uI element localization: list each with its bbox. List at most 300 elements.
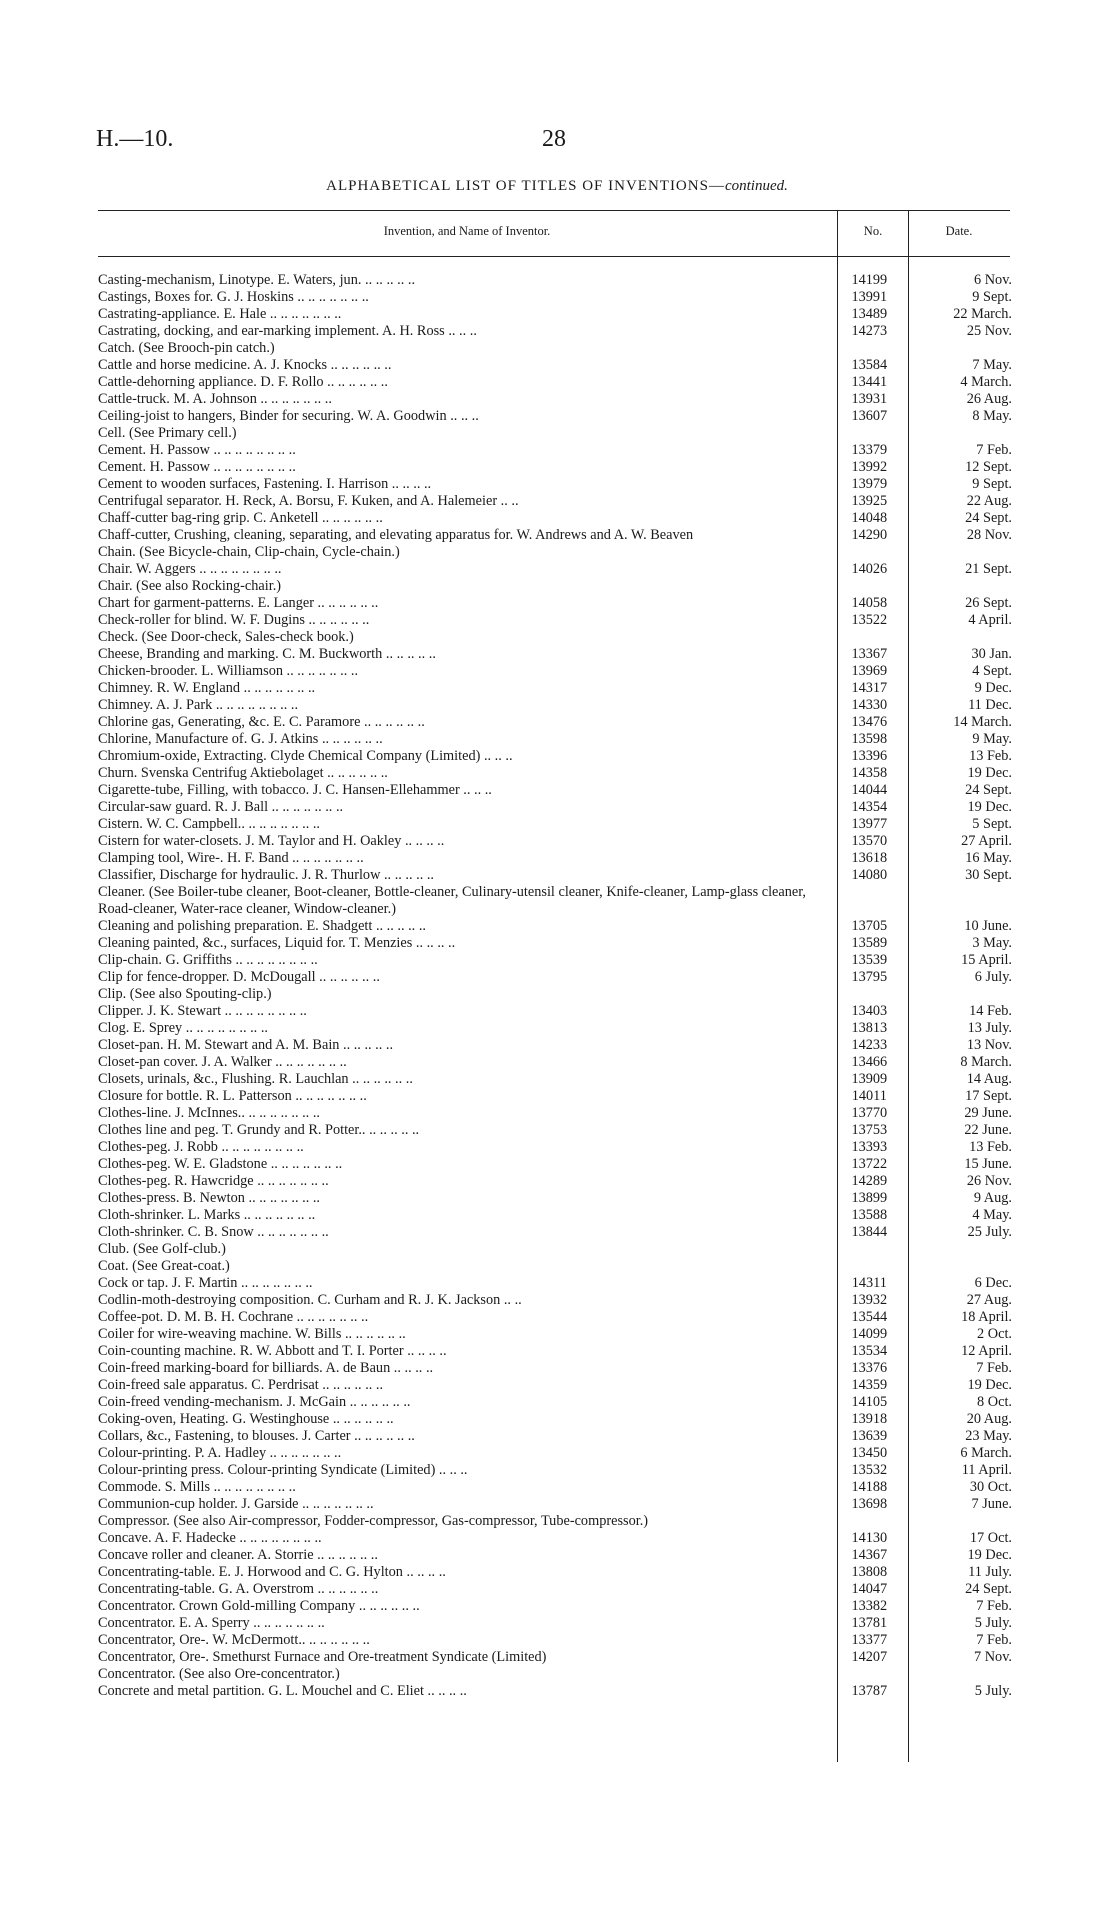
invention-number: 13588	[851, 1207, 888, 1223]
list-item	[98, 1037, 1018, 1054]
invention-entry-text: Castings, Boxes for. G. J. Hoskins .. .. .. .. .. .. ..	[98, 289, 369, 305]
page-title-main: ALPHABETICAL LIST OF TITLES OF INVENTIONS—	[326, 178, 725, 194]
invention-number: 14359	[851, 1377, 888, 1393]
invention-entry-text: Casting-mechanism, Linotype. E. Waters, jun. .. .. .. .. ..	[98, 272, 416, 288]
invention-entry-text: Catch. (See Brooch-pin catch.)	[98, 340, 275, 356]
header-rule-bottom	[98, 256, 1010, 257]
invention-entry-text: Concentrating-table. G. A. Overstrom .. .. .. .. .. ..	[98, 1581, 379, 1597]
invention-number: 13969	[851, 663, 888, 679]
invention-entry-text: Cell. (See Primary cell.)	[98, 425, 237, 441]
invention-number: 13991	[851, 289, 888, 305]
list-item	[98, 1122, 1018, 1139]
invention-date: 24 Sept.	[965, 510, 1012, 526]
invention-entry-text: Cement. H. Passow .. .. .. .. .. .. .. ..	[98, 442, 296, 458]
invention-entry-text: Cleaning painted, &c., surfaces, Liquid for. T. Menzies .. .. .. ..	[98, 935, 456, 951]
invention-number: 14199	[851, 272, 888, 288]
invention-date: 9 Aug.	[973, 1190, 1012, 1206]
list-item	[98, 1666, 1018, 1683]
list-item	[98, 850, 1018, 867]
list-item	[98, 1547, 1018, 1564]
invention-date: 4 May.	[972, 1207, 1012, 1223]
list-item	[98, 952, 1018, 969]
invention-number: 13770	[851, 1105, 888, 1121]
list-item	[98, 1343, 1018, 1360]
invention-number: 14130	[851, 1530, 888, 1546]
invention-date: 8 March.	[960, 1054, 1012, 1070]
invention-number: 13396	[851, 748, 888, 764]
invention-entry-text: Chain. (See Bicycle-chain, Clip-chain, Cycle-chain.)	[98, 544, 400, 560]
invention-entry-text: Concentrating-table. E. J. Horwood and C. G. Hylton .. .. .. ..	[98, 1564, 446, 1580]
invention-date: 22 June.	[964, 1122, 1012, 1138]
list-item	[98, 595, 1018, 612]
invention-number: 14058	[851, 595, 888, 611]
invention-entry-text: Castrating, docking, and ear-marking implement. A. H. Ross .. .. ..	[98, 323, 477, 339]
invention-entry-text: Coin-freed vending-mechanism. J. McGain .. .. .. .. .. ..	[98, 1394, 411, 1410]
list-item	[98, 765, 1018, 782]
list-item	[98, 527, 1018, 544]
invention-date: 19 Dec.	[967, 1377, 1012, 1393]
invention-number: 13476	[851, 714, 888, 730]
invention-entry-text: Concave. A. F. Hadecke .. .. .. .. .. .. .. ..	[98, 1530, 322, 1546]
invention-number: 13925	[851, 493, 888, 509]
invention-date: 7 Feb.	[976, 442, 1012, 458]
invention-date: 13 Feb.	[969, 748, 1012, 764]
invention-entry-text: Clothes-peg. J. Robb .. .. .. .. .. .. .. ..	[98, 1139, 304, 1155]
page-id: H.—10.	[96, 126, 174, 152]
invention-date: 4 April.	[968, 612, 1012, 628]
invention-date: 25 July.	[967, 1224, 1012, 1240]
list-item	[98, 1581, 1018, 1598]
invention-date: 2 Oct.	[977, 1326, 1012, 1342]
list-item	[98, 340, 1018, 357]
invention-date: 6 July.	[974, 969, 1012, 985]
list-item	[98, 1377, 1018, 1394]
invention-date: 4 Sept.	[972, 663, 1012, 679]
invention-number: 13844	[851, 1224, 888, 1240]
list-item	[98, 1564, 1018, 1581]
invention-entry-text: Closet-pan. H. M. Stewart and A. M. Bain .. .. .. .. ..	[98, 1037, 394, 1053]
invention-date: 29 June.	[964, 1105, 1012, 1121]
list-item	[98, 357, 1018, 374]
list-item	[98, 867, 1018, 884]
invention-date: 15 June.	[964, 1156, 1012, 1172]
invention-entry-text: Closets, urinals, &c., Flushing. R. Lauchlan .. .. .. .. .. ..	[98, 1071, 413, 1087]
list-item	[98, 1428, 1018, 1445]
list-item	[98, 1598, 1018, 1615]
invention-number: 13393	[851, 1139, 888, 1155]
invention-number: 13489	[851, 306, 888, 322]
list-item	[98, 816, 1018, 833]
invention-number: 13544	[851, 1309, 888, 1325]
invention-number: 14048	[851, 510, 888, 526]
list-item	[98, 1360, 1018, 1377]
list-item	[98, 714, 1018, 731]
invention-number: 13899	[851, 1190, 888, 1206]
invention-date: 4 March.	[960, 374, 1012, 390]
invention-date: 7 May.	[972, 357, 1012, 373]
invention-date: 22 Aug.	[966, 493, 1012, 509]
invention-date: 24 Sept.	[965, 782, 1012, 798]
page-title	[0, 178, 1114, 195]
invention-entry-text: Chaff-cutter bag-ring grip. C. Anketell .. .. .. .. .. ..	[98, 510, 383, 526]
invention-entry-text: Chicken-brooder. L. Williamson .. .. .. .. .. .. ..	[98, 663, 359, 679]
invention-date: 11 Dec.	[968, 697, 1012, 713]
invention-entry-text: Coffee-pot. D. M. B. H. Cochrane .. .. .. .. .. .. ..	[98, 1309, 369, 1325]
invention-entry-text: Centrifugal separator. H. Reck, A. Borsu, F. Kuken, and A. Halemeier .. ..	[98, 493, 519, 509]
list-item	[98, 1411, 1018, 1428]
invention-entry-text: Closure for bottle. R. L. Patterson .. .. .. .. .. .. ..	[98, 1088, 367, 1104]
invention-entry-text: Cattle and horse medicine. A. J. Knocks .. .. .. .. .. ..	[98, 357, 392, 373]
invention-entry-text: Churn. Svenska Centrifug Aktiebolaget .. .. .. .. .. ..	[98, 765, 388, 781]
invention-number: 14047	[851, 1581, 888, 1597]
invention-entry-text: Clothes-press. B. Newton .. .. .. .. .. .. ..	[98, 1190, 320, 1206]
invention-entry-text: Clipper. J. K. Stewart .. .. .. .. .. .. .. ..	[98, 1003, 307, 1019]
list-item	[98, 1224, 1018, 1241]
list-item	[98, 425, 1018, 442]
invention-number: 13532	[851, 1462, 888, 1478]
invention-number: 13607	[851, 408, 888, 424]
list-item	[98, 833, 1018, 850]
invention-date: 19 Dec.	[967, 1547, 1012, 1563]
list-item	[98, 1156, 1018, 1173]
list-item	[98, 1292, 1018, 1309]
list-item	[98, 1139, 1018, 1156]
invention-number: 13932	[851, 1292, 888, 1308]
list-item	[98, 306, 1018, 323]
list-item	[98, 1530, 1018, 1547]
invention-number: 14311	[851, 1275, 887, 1291]
list-item	[98, 391, 1018, 408]
invention-entry-text: Cement. H. Passow .. .. .. .. .. .. .. ..	[98, 459, 296, 475]
invention-entry-text: Check. (See Door-check, Sales-check book.)	[98, 629, 354, 645]
invention-date: 5 July.	[974, 1683, 1012, 1699]
invention-number: 14358	[851, 765, 888, 781]
invention-date: 3 May.	[972, 935, 1012, 951]
invention-number: 14317	[851, 680, 888, 696]
invention-date: 10 June.	[964, 918, 1012, 934]
invention-number: 13584	[851, 357, 888, 373]
invention-entry-text: Concentrator, Ore-. Smethurst Furnace and Ore-treatment Syndicate (Limited)	[98, 1649, 547, 1665]
list-item	[98, 612, 1018, 629]
list-item	[98, 1241, 1018, 1258]
list-item	[98, 323, 1018, 340]
list-item	[98, 663, 1018, 680]
invention-number: 13931	[851, 391, 888, 407]
invention-entry-text: Coking-oven, Heating. G. Westinghouse .. .. .. .. .. ..	[98, 1411, 394, 1427]
list-item	[98, 935, 1018, 952]
invention-entry-text: Chimney. A. J. Park .. .. .. .. .. .. .. ..	[98, 697, 299, 713]
invention-number: 14026	[851, 561, 888, 577]
list-item	[98, 374, 1018, 391]
invention-entry-text: Chair. (See also Rocking-chair.)	[98, 578, 282, 594]
invention-entry-text: Chromium-oxide, Extracting. Clyde Chemical Company (Limited) .. .. ..	[98, 748, 513, 764]
list-item	[98, 1020, 1018, 1037]
list-item	[98, 1207, 1018, 1224]
invention-date: 16 May.	[965, 850, 1012, 866]
invention-entry-text: Chaff-cutter, Crushing, cleaning, separating, and elevating apparatus for. W. Andrews and A. W. Beaven	[98, 527, 694, 543]
invention-number: 13781	[851, 1615, 888, 1631]
list-item	[98, 1105, 1018, 1122]
invention-entry-text: Chlorine, Manufacture of. G. J. Atkins .. .. .. .. .. ..	[98, 731, 383, 747]
list-item	[98, 1445, 1018, 1462]
invention-number: 13618	[851, 850, 888, 866]
invention-date: 28 Nov.	[966, 527, 1012, 543]
invention-date: 22 March.	[953, 306, 1012, 322]
invention-date: 11 April.	[961, 1462, 1012, 1478]
invention-date: 7 June.	[971, 1496, 1012, 1512]
list-item	[98, 731, 1018, 748]
invention-entry-text: Clothes-peg. R. Hawcridge .. .. .. .. .. .. ..	[98, 1173, 329, 1189]
invention-number: 14354	[851, 799, 888, 815]
invention-date: 23 May.	[965, 1428, 1012, 1444]
list-item	[98, 1615, 1018, 1632]
list-item	[98, 1258, 1018, 1275]
invention-number: 13403	[851, 1003, 888, 1019]
invention-entry-text: Coin-freed marking-board for billiards. A. de Baun .. .. .. ..	[98, 1360, 434, 1376]
list-item	[98, 697, 1018, 714]
invention-date: 21 Sept.	[965, 561, 1012, 577]
invention-date: 7 Feb.	[976, 1360, 1012, 1376]
invention-date: 9 Sept.	[972, 289, 1012, 305]
invention-entry-text: Coat. (See Great-coat.)	[98, 1258, 230, 1274]
invention-date: 9 Dec.	[974, 680, 1012, 696]
invention-entry-text: Clamping tool, Wire-. H. F. Band .. .. .. .. .. .. ..	[98, 850, 364, 866]
invention-date: 30 Oct.	[969, 1479, 1012, 1495]
invention-entry-text: Cleaner. (See Boiler-tube cleaner, Boot-cleaner, Bottle-cleaner, Culinary-utensil cleaner, Knife-cleaner, Lamp-glass cleaner, Road-cleaner, Water-race cleaner, Window-cleaner.)	[98, 884, 807, 917]
invention-date: 19 Dec.	[967, 765, 1012, 781]
invention-entry-text: Colour-printing press. Colour-printing Syndicate (Limited) .. .. ..	[98, 1462, 468, 1478]
invention-number: 13450	[851, 1445, 888, 1461]
invention-date: 27 April.	[961, 833, 1012, 849]
invention-entry-text: Concave roller and cleaner. A. Storrie .. .. .. .. .. ..	[98, 1547, 378, 1563]
invention-date: 5 July.	[974, 1615, 1012, 1631]
invention-date: 14 March.	[953, 714, 1012, 730]
invention-date: 24 Sept.	[965, 1581, 1012, 1597]
invention-date: 9 May.	[972, 731, 1012, 747]
invention-entry-text: Chair. W. Aggers .. .. .. .. .. .. .. ..	[98, 561, 282, 577]
invention-date: 14 Feb.	[969, 1003, 1012, 1019]
invention-entry-text: Cattle-dehorning appliance. D. F. Rollo .. .. .. .. .. ..	[98, 374, 388, 390]
invention-entry-text: Chimney. R. W. England .. .. .. .. .. .. ..	[98, 680, 316, 696]
invention-entry-text: Coiler for wire-weaving machine. W. Bills .. .. .. .. .. ..	[98, 1326, 406, 1342]
invention-date: 8 May.	[972, 408, 1012, 424]
invention-number: 14080	[851, 867, 888, 883]
list-item	[98, 1309, 1018, 1326]
invention-entry-text: Cattle-truck. M. A. Johnson .. .. .. .. .. .. ..	[98, 391, 332, 407]
invention-number: 13382	[851, 1598, 888, 1614]
invention-date: 8 Oct.	[977, 1394, 1012, 1410]
invention-date: 26 Aug.	[966, 391, 1012, 407]
invention-entry-text: Colour-printing. P. A. Hadley .. .. .. .. .. .. ..	[98, 1445, 342, 1461]
list-item	[98, 1683, 1018, 1700]
list-item	[98, 1632, 1018, 1649]
invention-entry-text: Ceiling-joist to hangers, Binder for securing. W. A. Goodwin .. .. ..	[98, 408, 479, 424]
invention-number: 13639	[851, 1428, 888, 1444]
invention-number: 13992	[851, 459, 888, 475]
list-item	[98, 1275, 1018, 1292]
column-header-date: Date.	[945, 224, 973, 238]
list-item	[98, 1462, 1018, 1479]
invention-number: 14289	[851, 1173, 888, 1189]
invention-number: 13787	[851, 1683, 888, 1699]
invention-entry-text: Cloth-shrinker. C. B. Snow .. .. .. .. .. .. ..	[98, 1224, 329, 1240]
invention-date: 26 Nov.	[966, 1173, 1012, 1189]
invention-entry-text: Cock or tap. J. F. Martin .. .. .. .. .. .. ..	[98, 1275, 313, 1291]
invention-number: 13441	[851, 374, 888, 390]
invention-number: 13570	[851, 833, 888, 849]
invention-entry-text: Clog. E. Sprey .. .. .. .. .. .. .. ..	[98, 1020, 268, 1036]
invention-date: 17 Oct.	[969, 1530, 1012, 1546]
invention-number: 13813	[851, 1020, 888, 1036]
list-item	[98, 272, 1018, 289]
list-item	[98, 1173, 1018, 1190]
invention-entry-text: Compressor. (See also Air-compressor, Fodder-compressor, Gas-compressor, Tube-compressor.)	[98, 1513, 649, 1529]
list-item	[98, 1496, 1018, 1513]
invention-entry-text: Clip-chain. G. Griffiths .. .. .. .. .. .. .. ..	[98, 952, 318, 968]
list-item	[98, 748, 1018, 765]
invention-entry-text: Cistern for water-closets. J. M. Taylor and H. Oakley .. .. .. ..	[98, 833, 445, 849]
invention-date: 9 Sept.	[972, 476, 1012, 492]
invention-number: 14099	[851, 1326, 888, 1342]
invention-number: 13367	[851, 646, 888, 662]
invention-number: 13753	[851, 1122, 888, 1138]
invention-number: 14330	[851, 697, 888, 713]
invention-date: 7 Feb.	[976, 1632, 1012, 1648]
invention-date: 19 Dec.	[967, 799, 1012, 815]
list-item	[98, 1190, 1018, 1207]
invention-entry-text: Codlin-moth-destroying composition. C. Curham and R. J. K. Jackson .. ..	[98, 1292, 522, 1308]
invention-entry-text: Check-roller for blind. W. F. Dugins .. .. .. .. .. ..	[98, 612, 370, 628]
invention-entry-text: Closet-pan cover. J. A. Walker .. .. .. .. .. .. ..	[98, 1054, 347, 1070]
list-item	[98, 1003, 1018, 1020]
list-item	[98, 680, 1018, 697]
list-item	[98, 493, 1018, 510]
invention-date: 13 July.	[967, 1020, 1012, 1036]
invention-date: 6 March.	[960, 1445, 1012, 1461]
invention-number: 14290	[851, 527, 888, 543]
list-item	[98, 442, 1018, 459]
invention-date: 12 Sept.	[965, 459, 1012, 475]
invention-number: 13979	[851, 476, 888, 492]
list-item	[98, 884, 1018, 918]
invention-date: 6 Nov.	[974, 272, 1012, 288]
invention-entry-text: Coin-counting machine. R. W. Abbott and T. I. Porter .. .. .. ..	[98, 1343, 447, 1359]
invention-entry-text: Clothes-line. J. McInnes.. .. .. .. .. .. .. ..	[98, 1105, 320, 1121]
invention-entry-text: Clothes-peg. W. E. Gladstone .. .. .. .. .. .. ..	[98, 1156, 343, 1172]
invention-date: 5 Sept.	[972, 816, 1012, 832]
list-item	[98, 1394, 1018, 1411]
invention-number: 13539	[851, 952, 888, 968]
list-item	[98, 476, 1018, 493]
list-item	[98, 1088, 1018, 1105]
invention-date: 25 Nov.	[966, 323, 1012, 339]
invention-number: 13722	[851, 1156, 888, 1172]
invention-date: 20 Aug.	[966, 1411, 1012, 1427]
list-item	[98, 1054, 1018, 1071]
column-header-invention: Invention, and Name of Inventor.	[383, 224, 551, 238]
list-item	[98, 561, 1018, 578]
invention-number: 13598	[851, 731, 888, 747]
list-item	[98, 799, 1018, 816]
invention-entry-text: Coin-freed sale apparatus. C. Perdrisat .. .. .. .. .. ..	[98, 1377, 384, 1393]
list-item	[98, 1479, 1018, 1496]
invention-date: 12 April.	[961, 1343, 1012, 1359]
list-item	[98, 1649, 1018, 1666]
invention-entry-text: Club. (See Golf-club.)	[98, 1241, 226, 1257]
invention-entry-text: Collars, &c., Fastening, to blouses. J. Carter .. .. .. .. .. ..	[98, 1428, 415, 1444]
invention-number: 14188	[851, 1479, 888, 1495]
list-item	[98, 1513, 1018, 1530]
invention-entry-text: Chlorine gas, Generating, &c. E. C. Paramore .. .. .. .. .. ..	[98, 714, 425, 730]
invention-entry-text: Classifier, Discharge for hydraulic. J. R. Thurlow .. .. .. .. ..	[98, 867, 435, 883]
invention-date: 17 Sept.	[965, 1088, 1012, 1104]
invention-entry-text: Clip. (See also Spouting-clip.)	[98, 986, 272, 1002]
page-number: 28	[542, 126, 566, 152]
invention-entry-text: Concrete and metal partition. G. L. Mouchel and C. Eliet .. .. .. ..	[98, 1683, 467, 1699]
invention-date: 13 Nov.	[966, 1037, 1012, 1053]
invention-entry-text: Cloth-shrinker. L. Marks .. .. .. .. .. .. ..	[98, 1207, 316, 1223]
list-item	[98, 408, 1018, 425]
list-item	[98, 578, 1018, 595]
invention-number: 14207	[851, 1649, 888, 1665]
invention-number: 13589	[851, 935, 888, 951]
invention-number: 13379	[851, 442, 888, 458]
list-item	[98, 459, 1018, 476]
invention-date: 13 Feb.	[969, 1139, 1012, 1155]
invention-entry-text: Concentrator, Ore-. W. McDermott.. .. .. .. .. .. ..	[98, 1632, 370, 1648]
list-item	[98, 1071, 1018, 1088]
list-item	[98, 969, 1018, 986]
invention-number: 13808	[851, 1564, 888, 1580]
invention-entry-text: Chart for garment-patterns. E. Langer .. .. .. .. .. ..	[98, 595, 379, 611]
invention-date: 15 April.	[961, 952, 1012, 968]
list-item	[98, 1326, 1018, 1343]
page-title-continued: continued.	[724, 178, 788, 194]
invention-number: 14105	[851, 1394, 888, 1410]
invention-entry-text: Concentrator. (See also Ore-concentrator.)	[98, 1666, 340, 1682]
inventions-list	[98, 272, 1018, 1700]
invention-date: 14 Aug.	[966, 1071, 1012, 1087]
invention-entry-text: Cleaning and polishing preparation. E. Shadgett .. .. .. .. ..	[98, 918, 426, 934]
invention-date: 27 Aug.	[966, 1292, 1012, 1308]
invention-date: 30 Sept.	[965, 867, 1012, 883]
invention-number: 13698	[851, 1496, 888, 1512]
list-item	[98, 544, 1018, 561]
invention-date: 26 Sept.	[965, 595, 1012, 611]
list-item	[98, 986, 1018, 1003]
invention-number: 14273	[851, 323, 888, 339]
list-item	[98, 629, 1018, 646]
invention-date: 6 Dec.	[974, 1275, 1012, 1291]
invention-number: 13522	[851, 612, 888, 628]
list-item	[98, 510, 1018, 527]
list-item	[98, 782, 1018, 799]
invention-number: 14044	[851, 782, 888, 798]
invention-number: 13534	[851, 1343, 888, 1359]
invention-entry-text: Concentrator. E. A. Sperry .. .. .. .. .. .. ..	[98, 1615, 325, 1631]
invention-number: 13909	[851, 1071, 888, 1087]
invention-entry-text: Clothes line and peg. T. Grundy and R. Potter.. .. .. .. .. ..	[98, 1122, 420, 1138]
invention-entry-text: Cigarette-tube, Filling, with tobacco. J. C. Hansen-Ellehammer .. .. ..	[98, 782, 492, 798]
invention-entry-text: Cistern. W. C. Campbell.. .. .. .. .. .. .. ..	[98, 816, 320, 832]
invention-date: 30 Jan.	[971, 646, 1012, 662]
invention-entry-text: Cement to wooden surfaces, Fastening. I. Harrison .. .. .. ..	[98, 476, 432, 492]
invention-date: 7 Nov.	[974, 1649, 1012, 1665]
invention-date: 11 July.	[968, 1564, 1012, 1580]
column-header-number: No.	[863, 224, 883, 238]
invention-entry-text: Circular-saw guard. R. J. Ball .. .. .. .. .. .. ..	[98, 799, 344, 815]
invention-number: 13977	[851, 816, 888, 832]
